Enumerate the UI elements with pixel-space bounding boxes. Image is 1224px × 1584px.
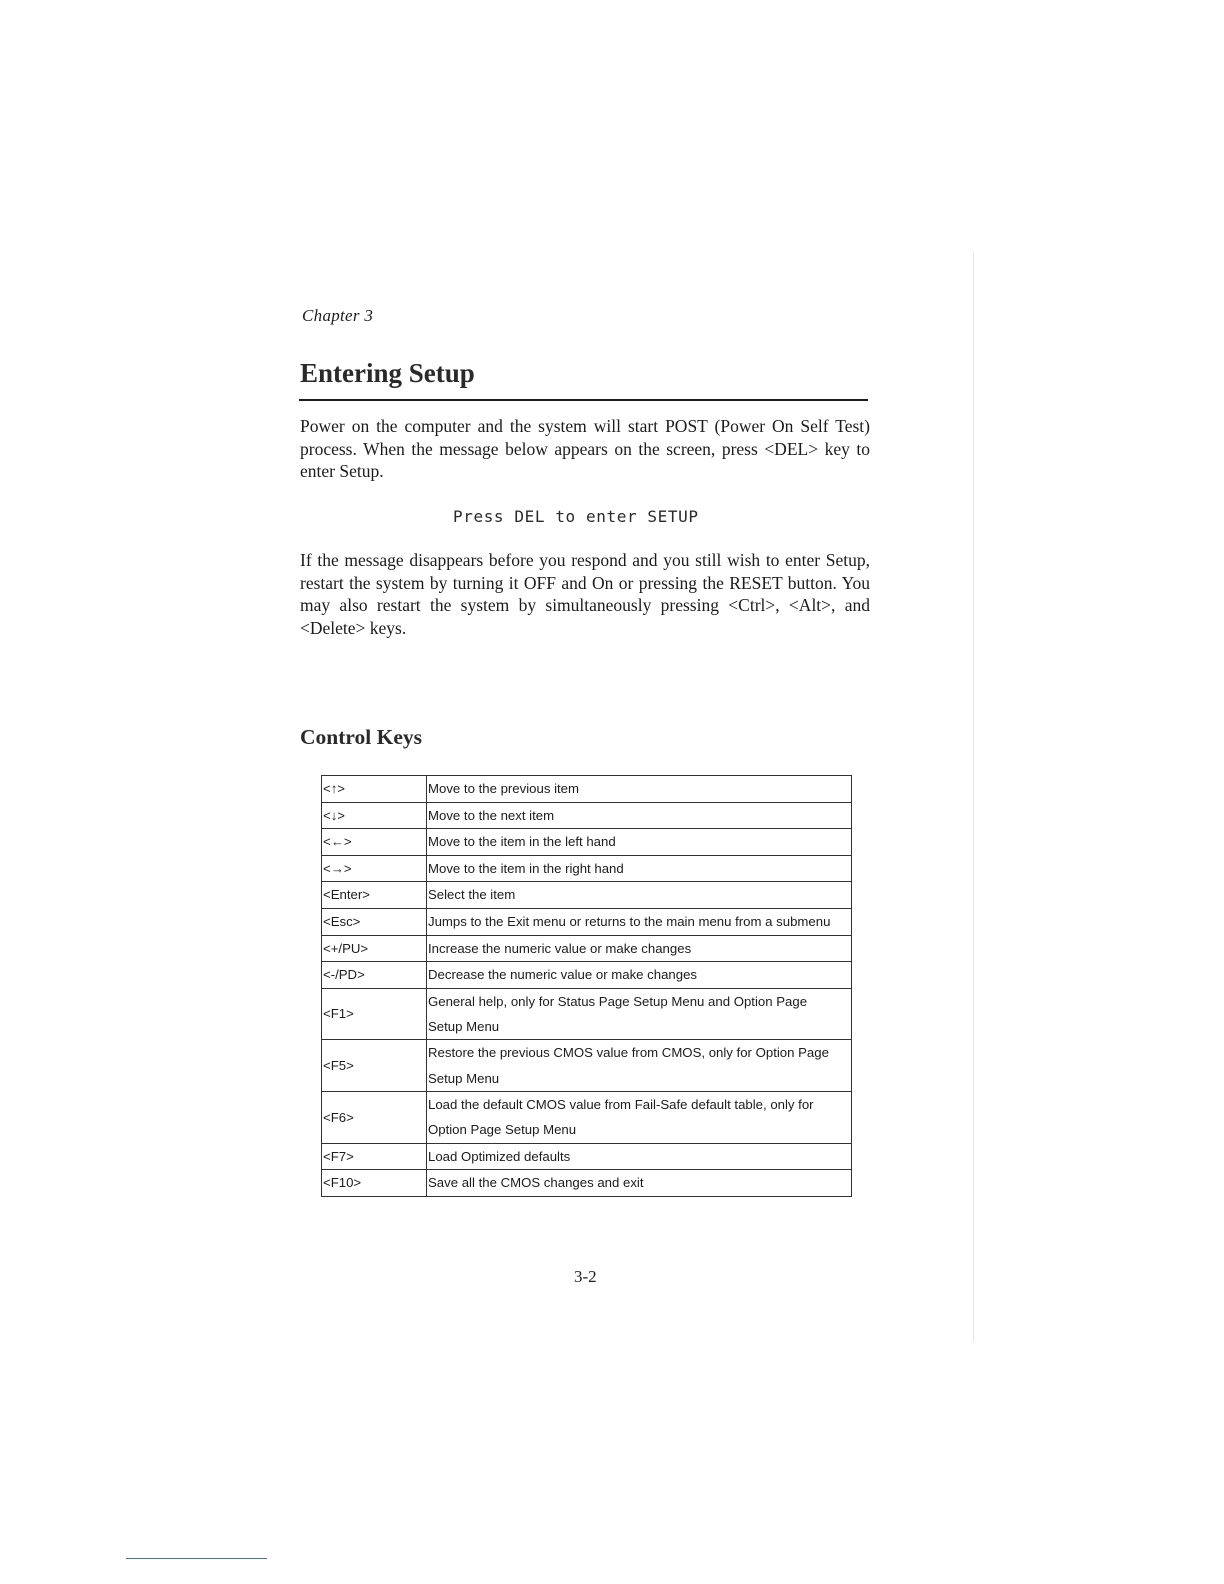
description-line: Increase the numeric value or make changes [428,940,692,956]
chapter-label: Chapter 3 [302,306,374,325]
table-row [322,1091,852,1143]
table-row [322,988,852,1040]
description-line: Move to the previous item [428,781,579,796]
key-cell: <-/PD> [322,962,427,989]
key-cell: <Enter> [322,882,427,909]
control-keys-table [321,775,852,1197]
description-cell [427,776,852,803]
key-cell: <↓> [322,802,427,829]
description-cell [427,1170,852,1197]
table-row [322,962,852,989]
restart-paragraph: If the message disappears before you respond and you still wish to enter Setup, restart the system by turning it OFF and On or pressing the RESET button. You may also restart the system by simultaneously pressing <Ctrl>, <Alt>, and <Delete> keys. [300,550,870,638]
description-line: Load the default CMOS value from Fail-Safe default table, only for [428,1096,814,1112]
key-cell: <F7> [322,1143,427,1170]
description-line: Move to the next item [428,807,555,823]
table-row [322,855,852,882]
description-line: Move to the item in the left hand [428,834,616,850]
description-cell [427,935,852,962]
description-cell [427,855,852,882]
description-cell [427,908,852,935]
description-line: Setup Menu [428,1070,500,1086]
table-row [322,1040,852,1092]
key-cell: <↑> [322,776,427,803]
description-cell [427,962,852,989]
control-keys-heading: Control Keys [300,725,423,749]
table-row [322,776,852,803]
description-line: Move to the item in the right hand [428,860,624,876]
table-row [322,829,852,856]
key-cell: <F1> [322,988,427,1040]
description-line: Select the item [428,887,516,903]
description-line: Decrease the numeric value or make changes [428,967,698,983]
description-cell [427,988,852,1040]
table-row [322,882,852,909]
intro-paragraph: Power on the computer and the system will start POST (Power On Self Test) process. When the message below appears on the screen, press <DEL> key to enter Setup. [300,416,870,481]
footer-line [126,1558,267,1559]
table-row [322,802,852,829]
key-cell: <F10> [322,1170,427,1197]
description-cell [427,1040,852,1092]
key-cell: <F5> [322,1040,427,1092]
description-cell [427,1091,852,1143]
key-cell: <←> [322,829,427,856]
description-cell [427,1143,852,1170]
title-underline [299,399,868,401]
description-line: Save all the CMOS changes and exit [428,1175,644,1191]
key-cell: <Esc> [322,908,427,935]
section-title: Entering Setup [300,358,475,388]
key-cell: <F6> [322,1091,427,1143]
description-cell [427,882,852,909]
key-cell: <→> [322,855,427,882]
page-number: 3-2 [574,1267,597,1286]
table-row [322,908,852,935]
description-line: Restore the previous CMOS value from CMOS, only for Option Page [428,1045,829,1061]
page-edge-line [973,252,974,1342]
description-line: Option Page Setup Menu [428,1122,577,1138]
table-row [322,935,852,962]
setup-prompt-message: Press DEL to enter SETUP [453,507,699,526]
description-line: Load Optimized defaults [428,1148,571,1164]
description-line: Jumps to the Exit menu or returns to the main menu from a submenu [428,913,831,929]
table-row [322,1143,852,1170]
description-cell [427,802,852,829]
description-line: Setup Menu [428,1019,500,1035]
description-cell [427,829,852,856]
key-cell: <+/PU> [322,935,427,962]
description-line: General help, only for Status Page Setup Menu and Option Page [428,993,808,1009]
table-row [322,1170,852,1197]
